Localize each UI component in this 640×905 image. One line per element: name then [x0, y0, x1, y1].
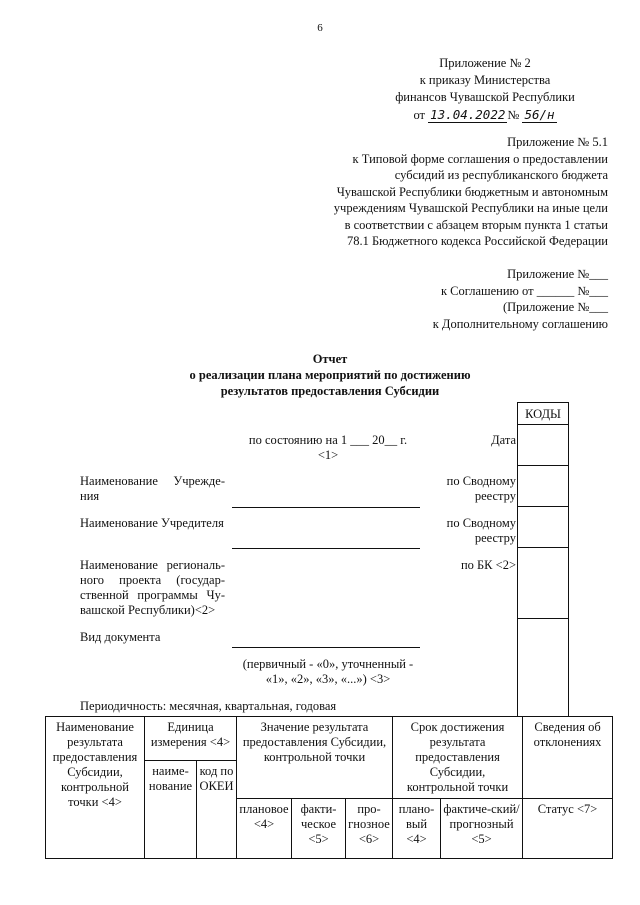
- appendix51-line3: субсидий из республиканского бюджета: [394, 168, 608, 182]
- bk-label: по БК <2>: [460, 558, 516, 572]
- title-line3: результатов предоставления Субсидии: [220, 384, 440, 398]
- from-label: от: [413, 108, 425, 122]
- agreement-line1: Приложение №___: [507, 267, 608, 281]
- code-cell-svodny2: [518, 507, 568, 548]
- code-cell-bk: [518, 548, 568, 619]
- date-label: Дата: [491, 433, 516, 447]
- col-unit-code: код по ОКЕИ: [197, 761, 237, 859]
- title-line2: о реализации плана мероприятий по достижению: [189, 368, 471, 382]
- col-unit-name: наиме-нование: [145, 761, 197, 859]
- institution-underline: [232, 507, 420, 508]
- institution-label: Наименование Учрежде- ния: [80, 474, 225, 503]
- appendix51-block: [334, 134, 608, 250]
- col-term-fact: фактиче-ский/прогнозный <5>: [441, 799, 523, 859]
- no-label: №: [507, 108, 520, 122]
- order-number: 56/н: [524, 107, 555, 122]
- doc-type-note: (первичный - «0», уточненный - «1», «2», «3», «...») <3>: [242, 657, 414, 686]
- col-unit: Единица измерения <4>: [145, 717, 237, 761]
- appendix51-line1: Приложение № 5.1: [507, 135, 608, 149]
- codes-header: КОДЫ: [518, 403, 568, 425]
- agreement-line2: к Соглашению от ______ №___: [440, 283, 608, 298]
- appendix51-line4: Чувашской Республики бюджетным и автономным: [336, 184, 608, 199]
- founder-label: Наименование Учредителя: [80, 516, 224, 530]
- col-result-name: Наименование результата предоставления Субсидии, контрольной точки <4>: [46, 717, 145, 859]
- as-of-text: по состоянию на 1 ___ 20__ г.: [248, 433, 408, 447]
- periodicity: Периодичность: месячная, квартальная, годовая: [80, 699, 337, 713]
- appendix51-line5: учреждениям Чувашской Республики на иные цели: [333, 201, 608, 215]
- agreement-line3: (Приложение №___: [502, 300, 608, 314]
- appendix51-line7: 78.1 Бюджетного кодекса Российской Федерации: [347, 234, 608, 248]
- appendix2-block: [380, 55, 590, 124]
- appendix51-line6: в соответствии с абзацем вторым пункта 1 статьи: [344, 217, 608, 232]
- col-deviation: Сведения об отклонениях: [523, 717, 613, 799]
- col-term-plan: плано-вый <4>: [393, 799, 441, 859]
- appendix2-line3: финансов Чувашской Республики: [395, 90, 575, 104]
- results-table: [45, 716, 613, 859]
- code-cell-doc: [518, 619, 568, 717]
- doc-type-underline: [232, 647, 420, 648]
- appendix2-line1: Приложение № 2: [439, 56, 531, 70]
- codes-column: [517, 402, 569, 717]
- report-title: [0, 351, 640, 399]
- appendix51-line2: к Типовой форме соглашения о предоставлении: [352, 151, 608, 166]
- col-term: Срок достижения результата предоставления Субсидии, контрольной точки: [393, 717, 523, 799]
- col-status: Статус <7>: [523, 799, 613, 859]
- order-date: 13.04.2022: [430, 107, 506, 122]
- as-of-note: <1>: [317, 448, 339, 462]
- founder-underline: [232, 548, 420, 549]
- appendix2-date-line: [380, 106, 590, 124]
- col-value: Значение результата предоставления Субсидии, контрольной точки: [237, 717, 393, 799]
- agreement-block: [433, 266, 608, 332]
- col-value-forecast: про-гнозное <6>: [346, 799, 393, 859]
- code-cell-svodny1: [518, 466, 568, 507]
- svodny2-label: по Сводному реестру: [446, 516, 516, 545]
- title-line1: Отчет: [312, 352, 348, 366]
- code-cell-date: [518, 425, 568, 466]
- appendix2-line2: к приказу Министерства: [419, 73, 551, 87]
- svodny1-label: по Сводному реестру: [446, 474, 516, 503]
- col-value-plan: плановое <4>: [237, 799, 292, 859]
- doc-type-label: Вид документа: [80, 630, 161, 644]
- page-number: 6: [317, 22, 323, 34]
- col-value-fact: факти-ческое <5>: [292, 799, 346, 859]
- as-of-block: [228, 433, 428, 463]
- project-label: Наименование региональ- ного проекта (государ- ственной программы Чу- вашской Республики)<2>: [80, 558, 225, 617]
- agreement-line4: к Дополнительному соглашению: [432, 316, 608, 331]
